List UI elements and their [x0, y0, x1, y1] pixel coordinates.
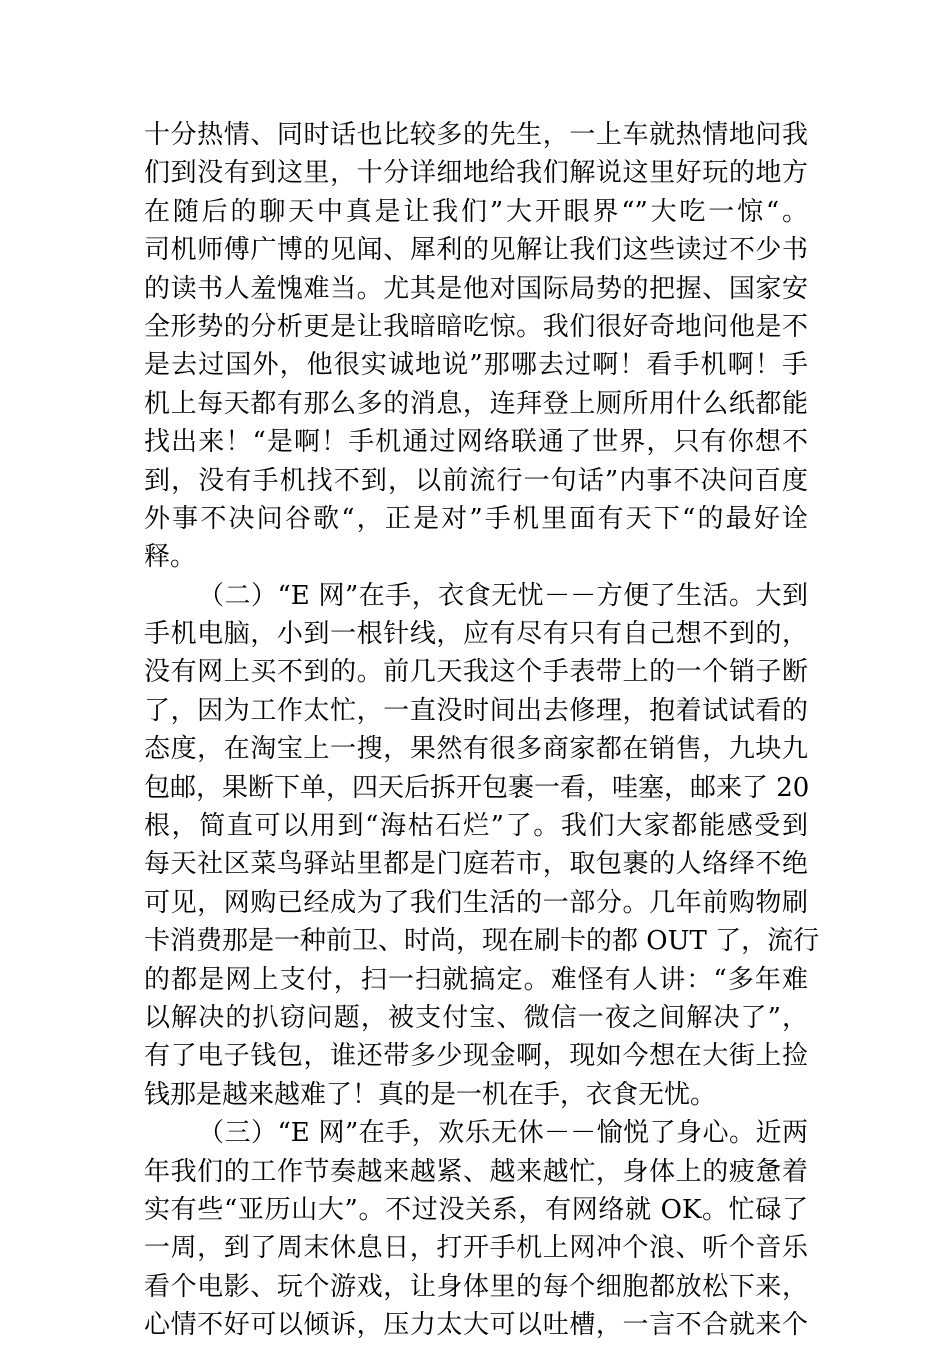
text-line: 心情不好可以倾诉，压力太大可以吐槽，一言不合就来个	[144, 1310, 808, 1341]
text-line: 们到没有到这里，十分详细地给我们解说这里好玩的地方	[144, 158, 808, 189]
text-line: 找出来！“是啊！手机通过网络联通了世界，只有你想不	[144, 427, 808, 458]
text-line: 可见，网购已经成为了我们生活的一部分。几年前购物刷	[144, 887, 808, 918]
text-line: 手机电脑，小到一根针线，应有尽有只有自己想不到的，	[144, 619, 808, 650]
text-line: 外事不决问谷歌“，正是对”手机里面有天下“的最好诠	[144, 503, 808, 534]
text-line: 的读书人羞愧难当。尤其是他对国际局势的把握、国家安	[144, 273, 808, 304]
text-line: 没有网上买不到的。前几天我这个手表带上的一个销子断	[144, 657, 808, 688]
body-text	[144, 116, 820, 1345]
text-line: 的都是网上支付，扫一扫就搞定。难怪有人讲：“多年难	[144, 964, 808, 995]
text-line: 十分热情、同时话也比较多的先生，一上车就热情地问我	[144, 120, 808, 150]
text-line: 卡消费那是一种前卫、时尚，现在刷卡的都 OUT 了，流行	[144, 926, 820, 957]
text-line: 以解决的扒窃问题，被支付宝、微信一夜之间解决了”，	[144, 1002, 808, 1033]
text-line: 在随后的聊天中真是让我们”大开眼界“”大吃一惊“。	[144, 196, 808, 227]
text-line: 包邮，果断下单，四天后拆开包裹一看，哇塞，邮来了 20	[144, 772, 810, 803]
text-line: 实有些“亚历山大”。不过没关系，有网络就 OK。忙碌了	[144, 1194, 808, 1225]
text-line: 机上每天都有那么多的消息，连拜登上厕所用什么纸都能	[144, 388, 808, 419]
text-line: 看个电影、玩个游戏，让身体里的每个细胞都放松下来，	[144, 1271, 808, 1302]
text-line: 年我们的工作节奏越来越紧、越来越忙，身体上的疲惫着	[144, 1156, 808, 1187]
paragraph-first-line: （二）“E 网”在手，衣食无忧－－方便了生活。大到	[198, 580, 808, 611]
text-line: 有了电子钱包，谁还带多少现金啊，现如今想在大街上捡	[144, 1041, 808, 1072]
paragraph-first-line: （三）“E 网”在手，欢乐无休－－愉悦了身心。近两	[198, 1118, 808, 1149]
text-line: 态度，在淘宝上一搜，果然有很多商家都在销售，九块九	[144, 734, 808, 765]
text-line: 司机师傅广博的见闻、犀利的见解让我们这些读过不少书	[144, 235, 808, 266]
text-line: 一周，到了周末休息日，打开手机上网冲个浪、听个音乐	[144, 1233, 808, 1264]
text-line: 每天社区菜鸟驿站里都是门庭若市，取包裹的人络绎不绝	[144, 849, 808, 880]
text-line: 是去过国外，他很实诚地说”那哪去过啊！看手机啊！手	[144, 350, 808, 381]
text-line: 释。	[144, 542, 197, 573]
text-line: 到，没有手机找不到，以前流行一句话”内事不决问百度	[144, 465, 808, 496]
text-line: 根，简直可以用到“海枯石烂”了。我们大家都能感受到	[144, 811, 808, 842]
text-line: 钱那是越来越难了！真的是一机在手，衣食无忧。	[144, 1079, 717, 1110]
text-line: 全形势的分析更是让我暗暗吃惊。我们很好奇地问他是不	[144, 311, 808, 342]
text-line: 了，因为工作太忙，一直没时间出去修理，抱着试试看的	[144, 695, 808, 726]
